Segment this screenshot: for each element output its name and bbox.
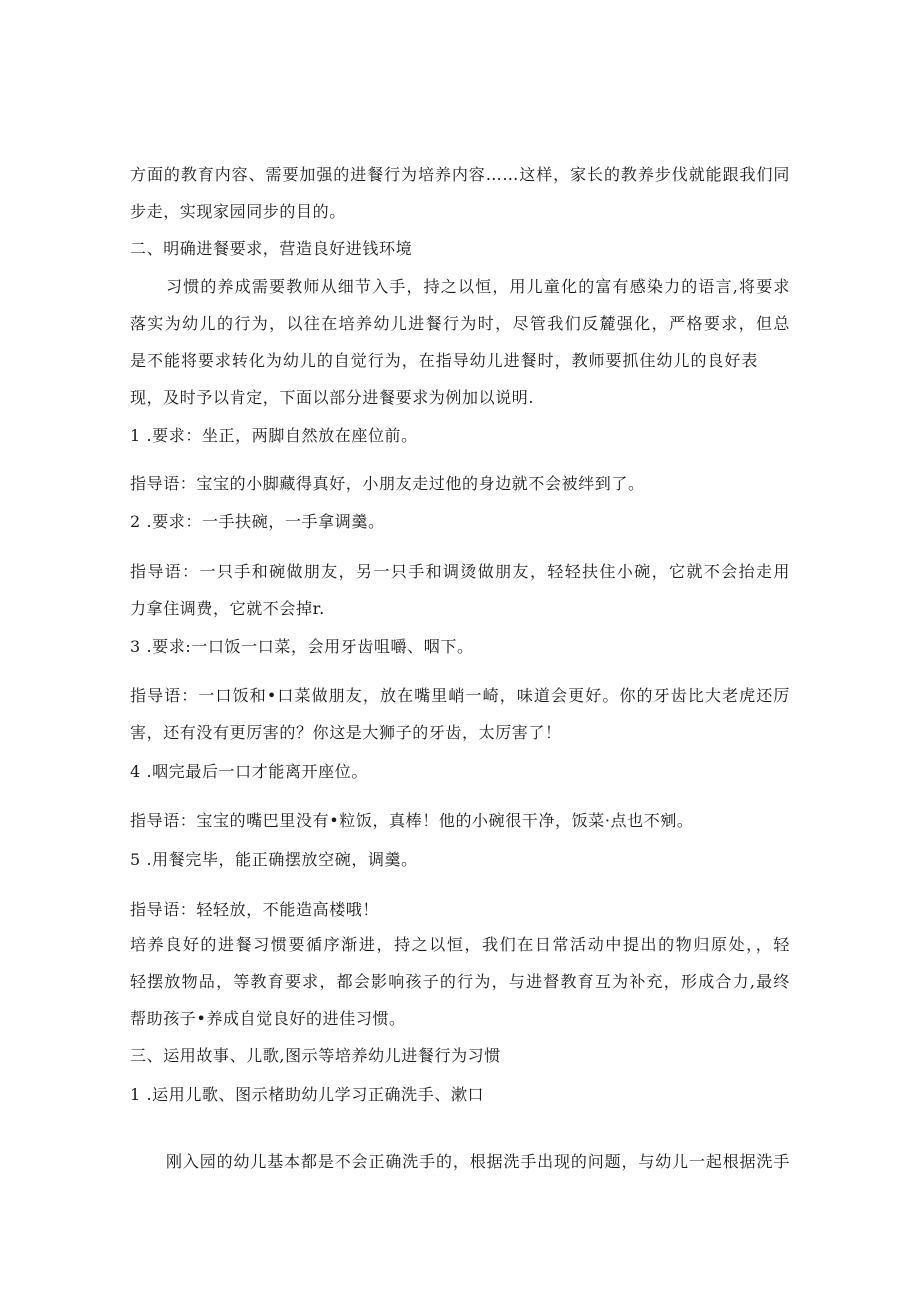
paragraph-line-22: 帮助孩子•养成自觉良好的进佳习惯。 [130,1009,406,1028]
requirement-item-3: 3 .要求:一口饭一口菜，会用牙齿咀嚼、咽下。 [130,637,474,656]
section-heading-3: 三、运用故事、儿歌,图示等培养幼儿进餐行为习惯 [130,1046,501,1065]
requirement-item-4: 4 .咽完最后一口才能离开座位。 [130,762,368,781]
paragraph-line-1: 方面的教育内容、需要加强的进餐行为培养内容……这样，家长的教养步伐就能跟我们同 [130,165,790,184]
requirement-item-1: 1 .要求：坐正，两脚自然放在座位前。 [130,426,418,445]
requirement-item-5: 5 .用餐完毕，能正确摆放空碗，调羹。 [130,850,418,869]
guidance-line-2b: 力拿住调费，它就不会掉r. [130,599,325,618]
paragraph-line-4: 习惯的养成需要教师从细节入手，持之以恒，用儿童化的富有感染力的语言,将要求 [166,277,790,296]
guidance-line-5: 指导语：轻轻放，不能造高楼哦！ [130,900,380,919]
guidance-line-1: 指导语：宝宝的小脚藏得真好，小朋友走过他的身边就不会被绊到了。 [130,474,645,493]
section-heading-2: 二、明确进餐要求，营造良好进钱环境 [130,239,413,258]
guidance-line-4: 指导语：宝宝的嘴巴里没有•粒饭，真棒！他的小碗很干净，饭菜·点也不剜。 [130,811,694,830]
guidance-line-3a: 指导语：一口饭和•口菜做朋友，放在嘴里峭一崎，味道会更好。你的牙齿比大老虎还厉 [130,686,790,705]
requirement-item-2: 2 .要求：一手扶碗，一手拿调羹。 [130,512,385,531]
paragraph-line-7: 现，及时予以肯定，下面以部分进餐要求为例加以说明. [130,388,535,407]
paragraph-line-5: 落实为幼儿的行为，以往在培养幼儿进餐行为时，尽管我们反麓强化，严格要求，但总 [130,314,790,333]
paragraph-line-6: 是不能将要求转化为幼儿的自觉行为，在指导幼儿进餐时，教师要抓住幼儿的良好表 [130,351,758,370]
subsection-heading-1: 1 .运用儿歌、图示楮助幼儿学习正确洗手、漱口 [130,1085,485,1104]
guidance-line-2a: 指导语：一只手和碗做朋友，另一只手和调烫做朋友，轻轻扶住小碗，它就不会抬走用 [130,562,790,581]
paragraph-line-25: 刚入园的幼儿基本都是不会正确洗手的，根据洗手出现的问题，与幼儿一起根据洗手 [166,1152,790,1171]
paragraph-line-20: 培养良好的进餐习惯要循序渐进，持之以恒，我们在日常活动中提出的物归原处，，轻 [130,935,790,954]
guidance-line-3b: 害，还有没有更厉害的？你这是大狮子的牙齿，太厉害了！ [130,723,562,742]
paragraph-line-21: 轻摆放物品，等教育要求，都会影响孩子的行为，与进督教育互为补充，形成合力,最终 [130,972,790,991]
paragraph-line-2: 步走，实现家园同步的目的。 [130,202,346,221]
